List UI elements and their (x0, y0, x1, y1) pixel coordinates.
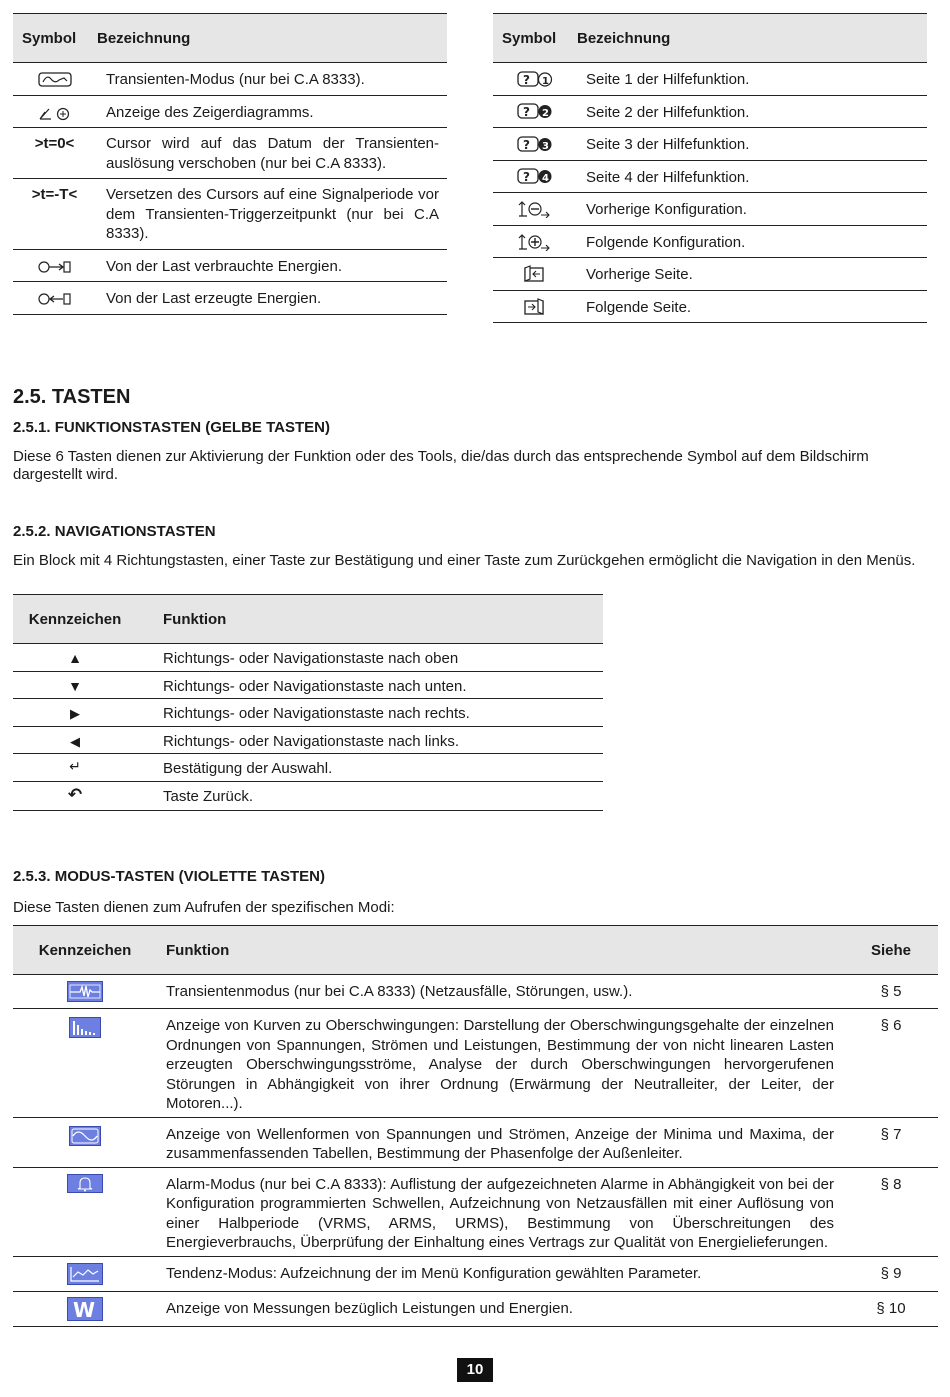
transient-mode-icon (38, 72, 72, 88)
svg-text:W: W (72, 1297, 95, 1320)
enter-icon: ↵ (13, 754, 137, 782)
mode-reference: § 6 (844, 1009, 938, 1118)
mode-reference: § 7 (844, 1117, 938, 1167)
key-function: Taste Zurück. (137, 781, 603, 810)
mode-function: Anzeige von Wellenformen von Spannungen und Strömen, Anzeige der Minima und Maxima, der zusammenfassenden Tabellen, Bestimmung der Phasenfolge der Außenleiter. (156, 1117, 844, 1167)
table-row (493, 193, 927, 226)
subsection-title-function-keys: 2.5.1. FUNKTIONSTASTEN (GELBE TASTEN) (13, 419, 330, 436)
col-header-description: Bezeichnung (96, 14, 447, 63)
table-row (13, 699, 603, 727)
table-row (493, 225, 927, 258)
key-function: Bestätigung der Auswahl. (137, 754, 603, 782)
col-header-key: Kennzeichen (13, 595, 137, 644)
harmonics-key-icon (69, 1017, 101, 1038)
table-row (13, 249, 447, 282)
symbol-description: Folgende Seite. (576, 290, 927, 323)
svg-text:?: ? (522, 137, 530, 152)
symbol-description: Seite 4 der Hilfefunktion. (576, 160, 927, 193)
col-header-function: Funktion (156, 926, 844, 975)
svg-text:?: ? (522, 170, 530, 185)
svg-text:2: 2 (541, 108, 549, 120)
mode-reference: § 9 (844, 1256, 938, 1291)
table-row (493, 63, 927, 96)
table-row (493, 160, 927, 193)
mode-function: Alarm-Modus (nur bei C.A 8333): Auflistung der aufgezeichneten Alarme in Abhängigkeit von bei der Konfiguration programmierten Schwellen, Aufzeichnung von Netzausfällen mit einer Auflösung von einer Halbperiode (VRMS, ARMS, URMS), Bestimmung von Überschreitungen des Energieverbrauchs, Überprüfung der Einhaltung eines Vertrags zur Qualität von Energielieferungen. (156, 1167, 844, 1256)
previous-page-icon (522, 265, 548, 283)
section-title: 2.5. TASTEN (13, 386, 131, 408)
table-row (13, 1009, 938, 1118)
table-row (13, 282, 447, 315)
subsection-text-mode-keys: Diese Tasten dienen zum Aufrufen der spezifischen Modi: (13, 899, 395, 916)
help-page-2-icon (517, 103, 553, 120)
next-page-icon (522, 298, 548, 316)
table-row (13, 1256, 938, 1291)
waveform-key-icon (69, 1126, 101, 1146)
table-row (13, 644, 603, 672)
key-function: Richtungs- oder Navigationstaste nach links. (137, 726, 603, 754)
symbol-description: Folgende Konfiguration. (576, 225, 927, 258)
table-row (13, 726, 603, 754)
table-row (13, 128, 447, 179)
table-row (13, 63, 447, 96)
symbol-description: Seite 3 der Hilfefunktion. (576, 128, 927, 161)
symbol-table-left (13, 13, 447, 315)
trend-key-icon (67, 1263, 103, 1285)
key-function: Richtungs- oder Navigationstaste nach oben (137, 644, 603, 672)
subsection-title-mode-keys: 2.5.3. MODUS-TASTEN (VIOLETTE TASTEN) (13, 868, 325, 885)
symbol-description: Anzeige des Zeigerdiagramms. (96, 95, 447, 128)
energy-generated-icon (37, 291, 73, 307)
table-row (13, 781, 603, 810)
energy-consumed-icon (37, 259, 73, 275)
arrow-down-icon: ▼ (13, 671, 137, 699)
phasor-diagram-icon (37, 105, 73, 121)
table-row (13, 1117, 938, 1167)
subsection-text-navigation-keys: Ein Block mit 4 Richtungstasten, einer Taste zur Bestätigung und einer Taste zum Zurückgehen ermöglicht die Navigation in den Menüs. (13, 552, 916, 569)
col-header-key: Kennzeichen (13, 926, 156, 975)
table-row (13, 1167, 938, 1256)
table-row (13, 975, 938, 1009)
col-header-function: Funktion (137, 595, 603, 644)
mode-function: Anzeige von Kurven zu Oberschwingungen: Darstellung der Oberschwingungsgehalte der einzelnen Ordnungen von Spannungen, Strömen und Leistungen, Bestimmung der von nicht linearen Lasten erzeugten Oberschwingungsströme, Analyse der durch Oberschwingungen hervorgerufenen Störungen in Abhängigkeit von ihrer Ordnung (Erwärmung der Neutralleiter, der Leiter, der Motoren...). (156, 1009, 844, 1118)
mode-function: Transientenmodus (nur bei C.A 8333) (Netzausfälle, Störungen, usw.). (156, 975, 844, 1009)
table-row (13, 95, 447, 128)
table-row (13, 179, 447, 250)
next-config-icon (517, 233, 553, 251)
arrow-right-icon: ▶ (13, 699, 137, 727)
subsection-text-function-keys: Diese 6 Tasten dienen zur Aktivierung der Funktion oder des Tools, die/das durch das entsprechende Symbol auf dem Bildschirm dargestellt wird. (13, 448, 869, 483)
previous-config-icon (517, 200, 553, 218)
svg-text:?: ? (522, 72, 530, 87)
symbol-description: Seite 1 der Hilfefunktion. (576, 63, 927, 96)
table-row (13, 671, 603, 699)
help-page-3-icon (517, 136, 553, 153)
symbol-description: Versetzen des Cursors auf eine Signalperiode vor dem Transienten-Triggerzeitpunkt (nur bei C.A 8333). (96, 179, 447, 250)
col-header-reference: Siehe (844, 926, 938, 975)
table-row (493, 290, 927, 323)
mode-reference: § 10 (844, 1291, 938, 1326)
table-row (13, 1291, 938, 1326)
table-row (493, 128, 927, 161)
key-function: Richtungs- oder Navigationstaste nach unten. (137, 671, 603, 699)
subsection-title-navigation-keys: 2.5.2. NAVIGATIONSTASTEN (13, 523, 216, 540)
symbol-table-right (493, 13, 927, 323)
symbol-description: Vorherige Seite. (576, 258, 927, 291)
col-header-symbol: Symbol (493, 14, 576, 63)
mode-reference: § 5 (844, 975, 938, 1009)
arrow-left-icon: ◀ (13, 726, 137, 754)
key-function: Richtungs- oder Navigationstaste nach rechts. (137, 699, 603, 727)
svg-text:4: 4 (541, 173, 549, 185)
mode-function: Tendenz-Modus: Aufzeichnung der im Menü Konfiguration gewählten Parameter. (156, 1256, 844, 1291)
back-icon: ↶ (13, 781, 137, 810)
symbol-description: Vorherige Konfiguration. (576, 193, 927, 226)
symbol-description: Von der Last verbrauchte Energien. (96, 249, 447, 282)
cursor-tminus-symbol: >t=-T< (13, 179, 96, 250)
symbol-description: Cursor wird auf das Datum der Transienten-auslösung verschoben (nur bei C.A 8333). (96, 128, 447, 179)
alarm-key-icon (67, 1174, 103, 1193)
mode-reference: § 8 (844, 1167, 938, 1256)
svg-text:1: 1 (541, 75, 549, 87)
transient-mode-key-icon (67, 981, 103, 1002)
col-header-symbol: Symbol (13, 14, 96, 63)
symbol-description: Transienten-Modus (nur bei C.A 8333). (96, 63, 447, 96)
mode-keys-table (13, 925, 938, 1327)
table-row (13, 754, 603, 782)
cursor-t0-symbol: >t=0< (13, 128, 96, 179)
help-page-4-icon (517, 168, 553, 185)
mode-function: Anzeige von Messungen bezüglich Leistungen und Energien. (156, 1291, 844, 1326)
navigation-keys-table (13, 594, 603, 811)
svg-text:?: ? (522, 105, 530, 120)
symbol-description: Seite 2 der Hilfefunktion. (576, 95, 927, 128)
symbol-description: Von der Last erzeugte Energien. (96, 282, 447, 315)
arrow-up-icon: ▲ (13, 644, 137, 672)
col-header-description: Bezeichnung (576, 14, 927, 63)
table-row (493, 258, 927, 291)
page-number: 10 (457, 1358, 493, 1382)
help-page-1-icon (517, 71, 553, 88)
power-key-icon (67, 1297, 103, 1321)
table-row (493, 95, 927, 128)
svg-text:3: 3 (541, 140, 549, 152)
